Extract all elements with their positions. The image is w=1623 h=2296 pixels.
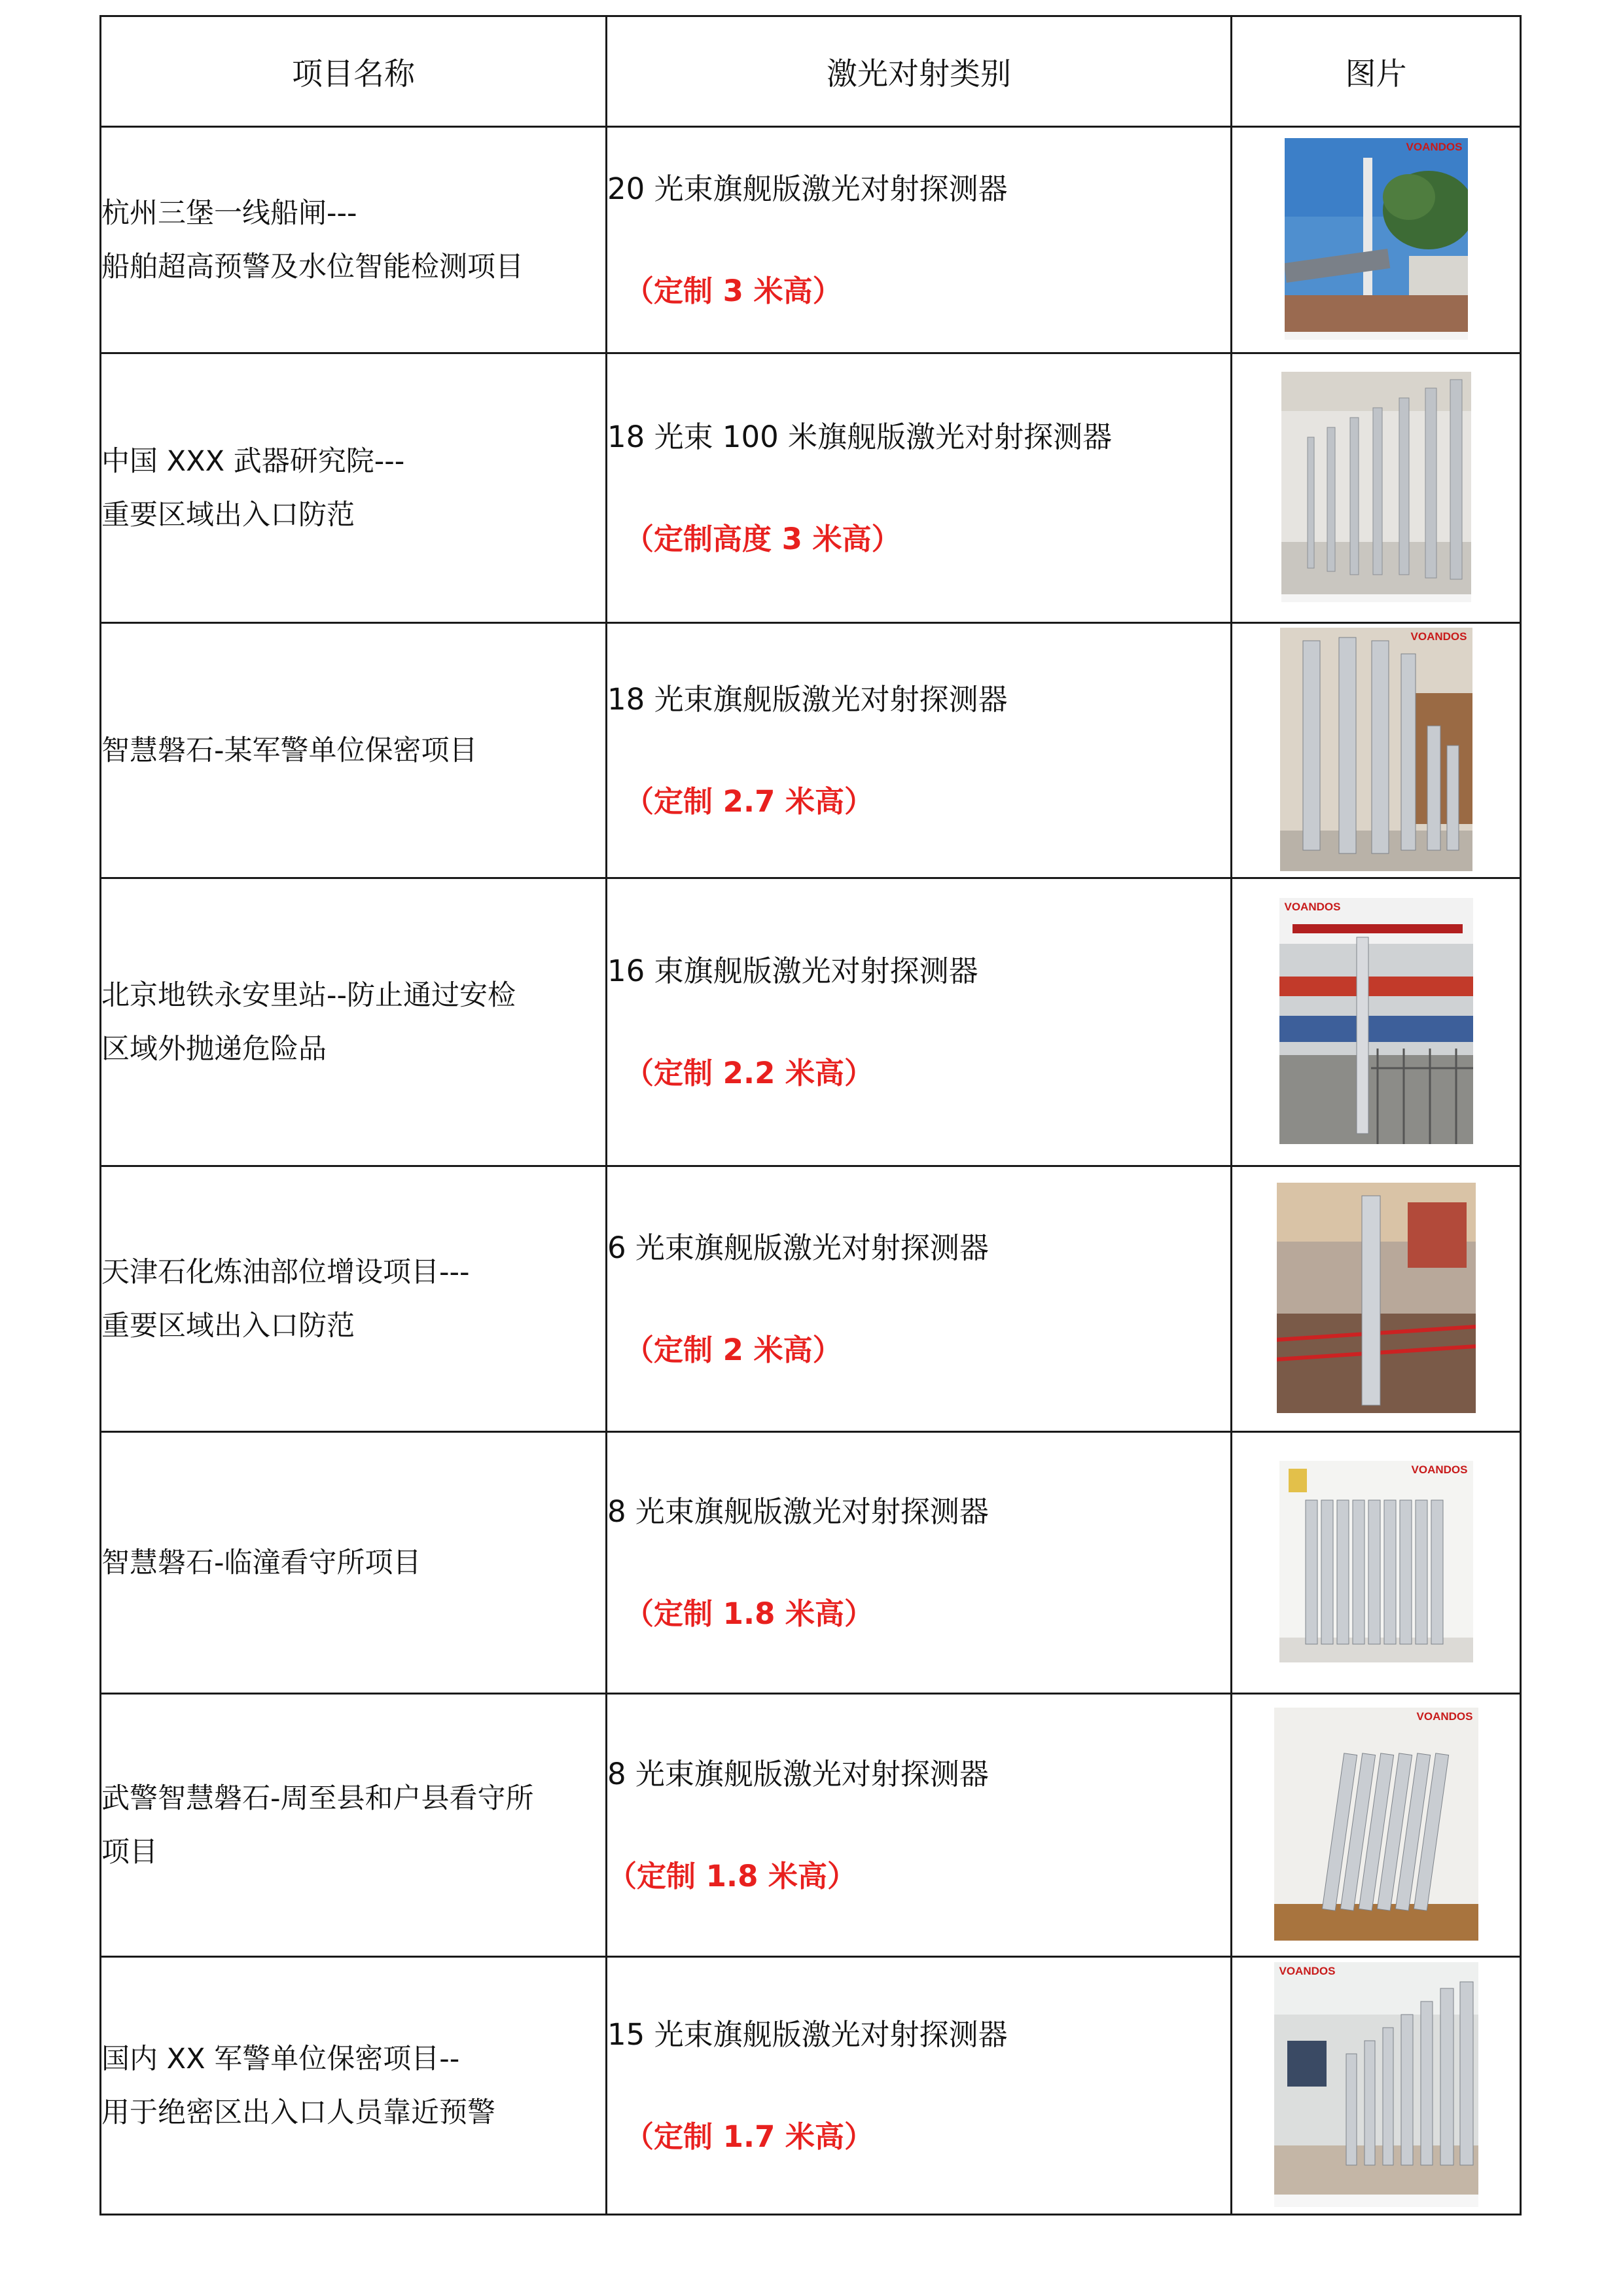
project-photo bbox=[1280, 628, 1472, 871]
table-row bbox=[101, 1694, 1521, 1957]
header-picture: 图片 bbox=[1232, 16, 1521, 127]
project-name-cell bbox=[101, 353, 607, 623]
project-name-line: 智慧磐石-某军警单位保密项目 bbox=[101, 734, 478, 767]
project-name-line: 区域外抛递危险品 bbox=[101, 1032, 327, 1066]
project-photo bbox=[1279, 1461, 1473, 1662]
picture-cell bbox=[1232, 127, 1521, 353]
project-name-line: 船舶超高预警及水位智能检测项目 bbox=[101, 250, 524, 283]
laser-type-cell bbox=[607, 1432, 1232, 1694]
project-name-cell bbox=[101, 1166, 607, 1432]
picture-cell bbox=[1232, 1166, 1521, 1432]
laser-type-text: 20 光束旗舰版激光对射探测器 bbox=[607, 171, 1008, 206]
table-row bbox=[101, 878, 1521, 1166]
table-row bbox=[101, 1166, 1521, 1432]
custom-height-note: （定制 2.7 米高） bbox=[624, 783, 874, 819]
laser-type-text: 15 光束旗舰版激光对射探测器 bbox=[607, 2017, 1008, 2052]
picture-cell bbox=[1232, 878, 1521, 1166]
project-name-line: 重要区域出入口防范 bbox=[101, 498, 355, 531]
refinery-site-photo bbox=[1277, 1183, 1476, 1413]
brand-label: VOANDOS bbox=[1284, 900, 1341, 913]
warehouse-columns-photo bbox=[1281, 372, 1471, 602]
table-row bbox=[101, 623, 1521, 878]
project-name-line: 天津石化炼油部位增设项目--- bbox=[101, 1255, 470, 1289]
custom-height-note: （定制高度 3 米高） bbox=[624, 521, 901, 556]
laser-type-text: 18 光束旗舰版激光对射探测器 bbox=[607, 681, 1008, 717]
brand-label: VOANDOS bbox=[1279, 1964, 1336, 1977]
project-name-line: 国内 XX 军警单位保密项目-- bbox=[101, 2042, 460, 2075]
laser-type-text: 16 束旗舰版激光对射探测器 bbox=[607, 953, 978, 988]
laser-type-cell bbox=[607, 623, 1232, 878]
custom-height-note: （定制 3 米高） bbox=[624, 273, 842, 308]
project-table bbox=[99, 15, 1522, 2215]
header-project-name: 项目名称 bbox=[101, 16, 607, 127]
project-name-line: 智慧磐石-临潼看守所项目 bbox=[101, 1546, 421, 1579]
picture-cell bbox=[1232, 1957, 1521, 2215]
custom-height-note: （定制 2 米高） bbox=[624, 1332, 842, 1367]
laser-type-cell bbox=[607, 1694, 1232, 1957]
laser-type-text: 18 光束 100 米旗舰版激光对射探测器 bbox=[607, 419, 1113, 454]
project-photo bbox=[1274, 1708, 1478, 1941]
outdoor-tower-photo bbox=[1285, 138, 1468, 340]
table-row bbox=[101, 1957, 1521, 2215]
brand-label: VOANDOS bbox=[1410, 630, 1467, 643]
brand-label: VOANDOS bbox=[1406, 140, 1463, 153]
project-name-line: 武警智慧磐石-周至县和户县看守所 bbox=[101, 1782, 534, 1815]
project-photo bbox=[1279, 898, 1473, 1144]
table-row bbox=[101, 127, 1521, 353]
picture-cell bbox=[1232, 623, 1521, 878]
project-name-cell bbox=[101, 1432, 607, 1694]
subway-station-photo bbox=[1279, 898, 1473, 1144]
table-header-row bbox=[101, 16, 1521, 127]
picture-cell bbox=[1232, 353, 1521, 623]
project-name-cell bbox=[101, 623, 607, 878]
brand-label: VOANDOS bbox=[1416, 1710, 1473, 1723]
custom-height-note: （定制 2.2 米高） bbox=[624, 1055, 874, 1090]
header-laser-type: 激光对射类别 bbox=[607, 16, 1232, 127]
project-name-line: 中国 XXX 武器研究院--- bbox=[101, 444, 405, 478]
project-name-line: 重要区域出入口防范 bbox=[101, 1309, 355, 1342]
steel-columns-photo bbox=[1280, 628, 1472, 871]
factory-floor-photo bbox=[1274, 1962, 1478, 2207]
custom-height-note: （定制 1.7 米高） bbox=[624, 2119, 874, 2154]
brand-label: VOANDOS bbox=[1411, 1463, 1468, 1476]
project-name-cell bbox=[101, 1957, 607, 2215]
custom-height-note: （定制 1.8 米高） bbox=[624, 1596, 874, 1631]
project-photo bbox=[1277, 1183, 1476, 1413]
table-row bbox=[101, 353, 1521, 623]
laser-type-cell bbox=[607, 878, 1232, 1166]
project-name-line: 北京地铁永安里站--防止通过安检 bbox=[101, 978, 516, 1012]
custom-height-note: （定制 1.8 米高） bbox=[607, 1858, 857, 1893]
project-photo bbox=[1285, 138, 1468, 340]
picture-cell bbox=[1232, 1694, 1521, 1957]
table-row bbox=[101, 1432, 1521, 1694]
project-name-cell bbox=[101, 1694, 607, 1957]
project-photo bbox=[1281, 372, 1471, 602]
project-name-line: 用于绝密区出入口人员靠近预警 bbox=[101, 2096, 495, 2129]
project-name-line: 项目 bbox=[101, 1835, 158, 1869]
steel-columns-lean-photo bbox=[1274, 1708, 1478, 1941]
project-name-line: 杭州三堡一线船闸--- bbox=[101, 196, 357, 230]
laser-type-cell bbox=[607, 353, 1232, 623]
laser-type-text: 6 光束旗舰版激光对射探测器 bbox=[607, 1230, 989, 1265]
laser-type-text: 8 光束旗舰版激光对射探测器 bbox=[607, 1494, 989, 1529]
laser-type-cell bbox=[607, 1957, 1232, 2215]
project-name-cell bbox=[101, 878, 607, 1166]
project-name-cell bbox=[101, 127, 607, 353]
project-photo bbox=[1274, 1962, 1478, 2207]
laser-type-cell bbox=[607, 127, 1232, 353]
laser-type-cell bbox=[607, 1166, 1232, 1432]
steel-columns-row-photo bbox=[1279, 1461, 1473, 1662]
picture-cell bbox=[1232, 1432, 1521, 1694]
laser-type-text: 8 光束旗舰版激光对射探测器 bbox=[607, 1756, 989, 1791]
